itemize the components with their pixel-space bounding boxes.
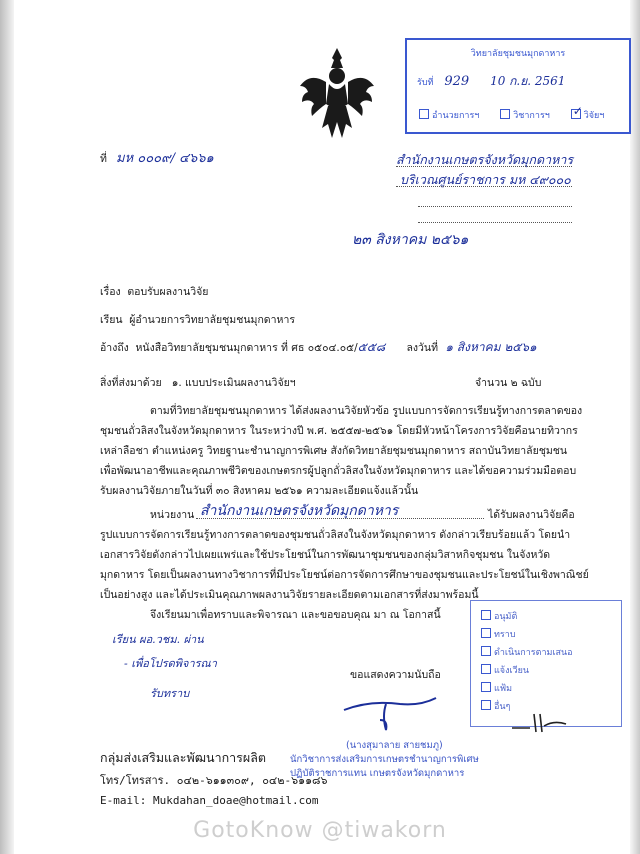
checkbox-icon bbox=[500, 109, 510, 119]
signer-position-2: ปฏิบัติราชการแทน เกษตรจังหวัดมุกดาหาร bbox=[290, 768, 465, 779]
para1-line: เหล่าลือชา ตำแหน่งครู วิทยฐานะชำนาญการพิเศษ สังกัดวิทยาลัยชุมชนมุกดาหาร สถาบันวิทยาลัยชุมชน bbox=[100, 445, 568, 457]
department-name: กลุ่มส่งเสริมและพัฒนาการผลิต bbox=[100, 750, 266, 765]
approval-option: ทราบ bbox=[481, 627, 516, 641]
agency-name: สำนักงานเกษตรจังหวัดมุกดาหาร bbox=[200, 503, 399, 519]
to-label: เรียน bbox=[100, 314, 123, 326]
document-date: ๒๓ สิงหาคม ๒๕๖๑ bbox=[352, 232, 469, 248]
reference-date-label: ลงวันที่ bbox=[406, 342, 438, 354]
approval-option: อื่นๆ bbox=[481, 699, 510, 713]
dotted-line bbox=[396, 166, 572, 167]
approval-option: แจ้งเวียน bbox=[481, 663, 529, 677]
margin-note-2: - เพื่อโปรดพิจารณา bbox=[124, 657, 217, 670]
agency-label: หน่วยงาน bbox=[150, 509, 195, 521]
stamp-option-research: ✓ วิจัยฯ bbox=[572, 104, 605, 121]
margin-note-3: รับทราบ bbox=[150, 687, 190, 700]
reference-text: หนังสือวิทยาลัยชุมชนมุกดาหาร ที่ ศธ ๐๕๐๔.๐๕/ bbox=[135, 342, 358, 354]
para1-line: ตามที่วิทยาลัยชุมชนมุกดาหาร ได้ส่งผลงานวิจัยหัวข้อ รูปแบบการจัดการเรียนรู้ทางการตลาดของ bbox=[150, 405, 583, 417]
approval-option: แฟ้ม bbox=[481, 681, 512, 695]
approval-option: อนุมัติ bbox=[481, 609, 517, 623]
dotted-line bbox=[396, 186, 572, 187]
para2-line: มุกดาหาร โดยเป็นผลงานทางวิชาการที่มีประโยชน์ต่อการจัดการศึกษาของชุมชนและประโยชน์ในเชิงพาณิชย์ bbox=[100, 569, 589, 581]
dotted-line bbox=[418, 222, 572, 223]
para2-line: เอกสารวิจัยดังกล่าวไปเผยแพร่และใช้ประโยชน์ในการพัฒนาชุมชนของกลุ่มวิสาหกิจชุมชน ในจังหวัด bbox=[100, 549, 551, 561]
email-address: E-mail: Mukdahan_doae@hotmail.com bbox=[100, 794, 319, 807]
stamp-org: วิทยาลัยชุมชนมุกดาหาร bbox=[470, 49, 566, 59]
reference-label: อ้างถึง bbox=[100, 342, 129, 354]
stamp-receipt-label: รับที่ bbox=[417, 78, 434, 88]
phone-fax: โทร/โทรสาร. ๐๔๒-๖๑๑๓๐๙, ๐๔๒-๖๑๑๘๖ bbox=[100, 774, 328, 787]
signature-scribble bbox=[510, 710, 570, 738]
reference-number: ๕๕๘ bbox=[357, 340, 386, 354]
para1-line: รับผลงานวิจัยภายในวันที่ ๓๐ สิงหาคม ๒๕๖๑ ความละเอียดแจ้งแล้วนั้น bbox=[100, 485, 419, 497]
margin-note-1: เรียน ผอ.วชม. ผ่าน bbox=[112, 633, 204, 646]
regards-text: ขอแสดงความนับถือ bbox=[350, 669, 441, 681]
subject-text: ตอบรับผลงานวิจัย bbox=[127, 286, 209, 298]
checkbox-checked-icon: ✓ bbox=[572, 104, 583, 118]
para1-line: เพื่อพัฒนาอาชีพและคุณภาพชีวิตของเกษตรกรผู้ปลูกถั่วลิสงในจังหวัดมุกดาหาร และได้ขอความร่วมมือตอบ bbox=[100, 465, 577, 477]
closing-text: จึงเรียนมาเพื่อทราบและพิจารณา และขอขอบคุณ มา ณ โอกาสนี้ bbox=[150, 609, 441, 621]
signer-name: (นางสุมาลาย สายชมภู) bbox=[346, 740, 443, 751]
agency-tail: ได้รับผลงานวิจัยคือ bbox=[488, 509, 575, 521]
enclosure-label: สิ่งที่ส่งมาด้วย bbox=[100, 377, 162, 389]
to-text: ผู้อำนวยการวิทยาลัยชุมชนมุกดาหาร bbox=[129, 314, 295, 326]
receipt-stamp bbox=[405, 38, 631, 134]
signer-position-1: นักวิชาการส่งเสริมการเกษตรชำนาญการพิเศษ bbox=[290, 754, 479, 765]
watermark: GotoKnow @tiwakorn bbox=[193, 818, 447, 843]
ref-number: มห ๐๐๐๙/ ๔๖๖๑ bbox=[116, 151, 214, 166]
para2-line: รูปแบบการจัดการเรียนรู้ทางการตลาดของชุมชนถั่วลิสงในจังหวัดมุกดาหาร ดังกล่าวเรียบร้อยแล้ว โดยนำ bbox=[100, 529, 571, 541]
sender-line1: สำนักงานเกษตรจังหวัดมุกดาหาร bbox=[396, 152, 574, 167]
subject-label: เรื่อง bbox=[100, 286, 121, 298]
para1-line: ชุมชนถั่วลิสงในจังหวัดมุกดาหาร ในระหว่างปี พ.ศ. ๒๕๕๗-๒๕๖๑ โดยมีหัวหน้าโครงการวิจัยคือนายทิวากร bbox=[100, 425, 578, 437]
stamp-receipt-date: 10 ก.ย. 2561 bbox=[490, 74, 566, 88]
approval-stamp bbox=[470, 600, 622, 727]
dotted-line bbox=[196, 518, 484, 519]
sender-line2: บริเวณศูนย์ราชการ มห ๔๙๐๐๐ bbox=[400, 172, 571, 187]
stamp-option-academic: วิชาการฯ bbox=[500, 111, 550, 121]
stamp-receipt-no: 929 bbox=[444, 74, 470, 89]
signature-scribble bbox=[340, 690, 450, 736]
stamp-option-admin: อำนวยการฯ bbox=[419, 111, 479, 121]
ref-label: ที่ bbox=[100, 153, 107, 165]
reference-date: ๑ สิงหาคม ๒๕๖๑ bbox=[445, 340, 537, 354]
enclosure-quantity: จำนวน ๒ ฉบับ bbox=[475, 377, 542, 389]
enclosure-text: ๑. แบบประเมินผลงานวิจัยฯ bbox=[171, 377, 296, 389]
approval-option: ดำเนินการตามเสนอ bbox=[481, 645, 573, 659]
checkbox-icon bbox=[419, 109, 429, 119]
garuda-emblem bbox=[296, 46, 378, 142]
para2-line: เป็นอย่างสูง และได้ประเมินคุณภาพผลงานวิจัยรายละเอียดตามเอกสารที่ส่งมาพร้อมนี้ bbox=[100, 589, 479, 601]
dotted-line bbox=[418, 206, 572, 207]
page-shadow-right bbox=[630, 0, 640, 854]
page-shadow-left bbox=[0, 0, 14, 854]
